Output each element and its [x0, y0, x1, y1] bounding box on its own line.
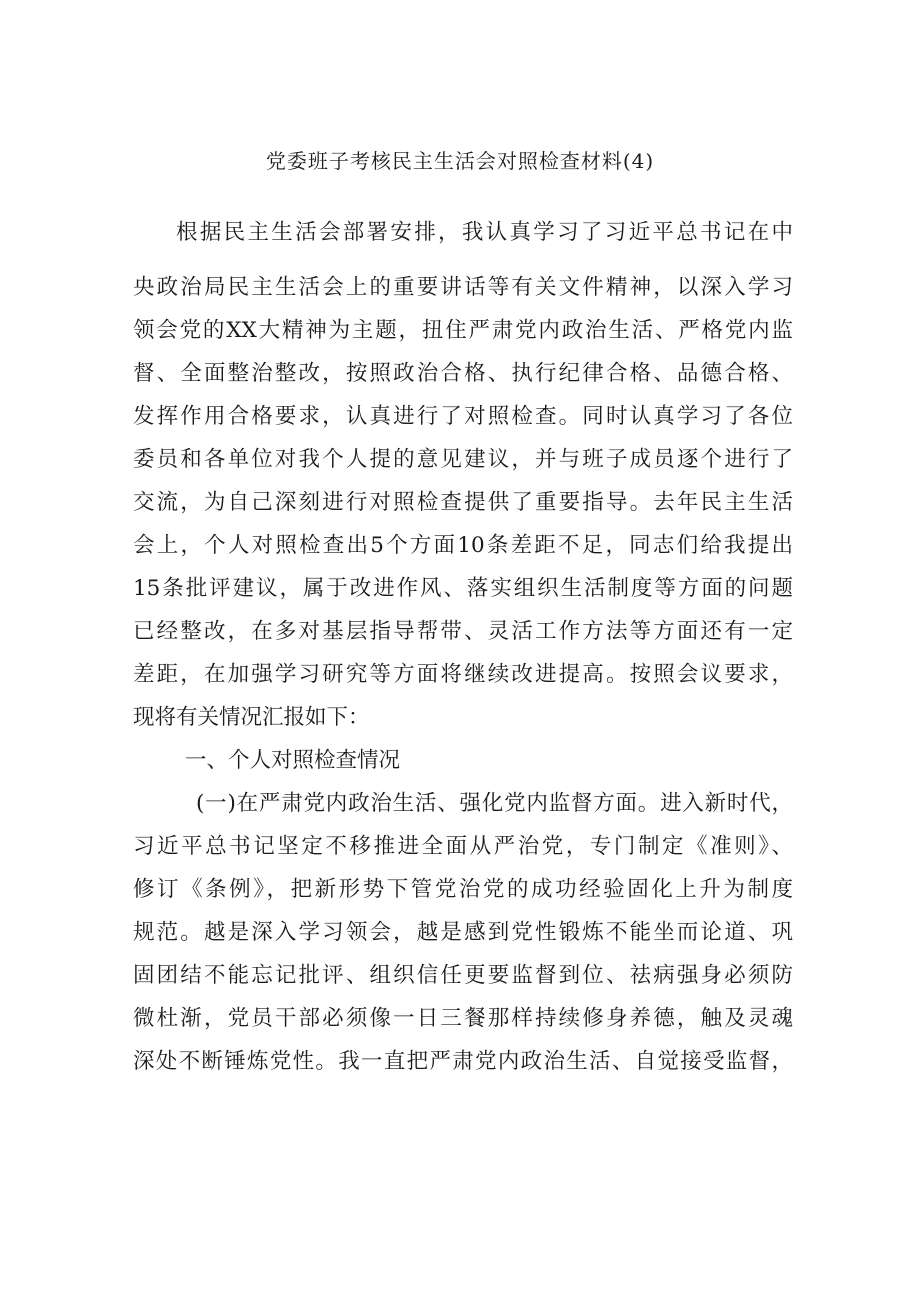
paragraph-line: 15条批评建议，属于改进作风、落实组织生活制度等方面的问题	[133, 576, 793, 601]
paragraph-line: 根据民主生活会部署安排，我认真学习了习近平总书记在中	[176, 220, 793, 245]
paragraph-line: 已经整改，在多对基层指导帮带、灵活工作方法等方面还有一定	[133, 619, 793, 644]
paragraph-line: 发挥作用合格要求，认真进行了对照检查。同时认真学习了各位	[133, 404, 793, 429]
paragraph-line: 领会党的XX大精神为主题，扭住严肃党内政治生活、严格党内监	[133, 318, 793, 343]
paragraph-line: 现将有关情况汇报如下：	[133, 705, 370, 730]
paragraph-line: 会上，个人对照检查出5个方面10条差距不足，同志们给我提出	[133, 533, 793, 558]
paragraph-line: 修订《条例》，把新形势下管党治党的成功经验固化上升为制度	[133, 877, 793, 902]
paragraph-line: 深处不断锤炼党性。我一直把严肃党内政治生活、自觉接受监督，	[133, 1049, 793, 1074]
section-heading: 一、个人对照检查情况	[185, 748, 401, 773]
paragraph-line: 微杜渐，党员干部必须像一日三餐那样持续修身养德，触及灵魂	[133, 1006, 793, 1031]
paragraph-line: 固团结不能忘记批评、组织信任更要监督到位、祛病强身必须防	[133, 963, 793, 988]
paragraph-line: 差距，在加强学习研究等方面将继续改进提高。按照会议要求，	[133, 662, 793, 687]
paragraph-line: 督、全面整治整改，按照政治合格、执行纪律合格、品德合格、	[133, 361, 793, 386]
paragraph-line: 委员和各单位对我个人提的意见建议，并与班子成员逐个进行了	[133, 447, 793, 472]
document-title: 党委班子考核民主生活会对照检查材料(4)	[265, 149, 655, 173]
paragraph-line: 规范。越是深入学习领会，越是感到党性锻炼不能坐而论道、巩	[133, 920, 793, 945]
paragraph-line: 央政治局民主生活会上的重要讲话等有关文件精神，以深入学习	[133, 275, 793, 300]
paragraph-line: 交流，为自己深刻进行对照检查提供了重要指导。去年民主生活	[133, 490, 793, 515]
paragraph-line: (一)在严肃党内政治生活、强化党内监督方面。进入新时代，	[196, 791, 793, 816]
paragraph-line: 习近平总书记坚定不移推进全面从严治党，专门制定《准则》、	[133, 834, 793, 859]
